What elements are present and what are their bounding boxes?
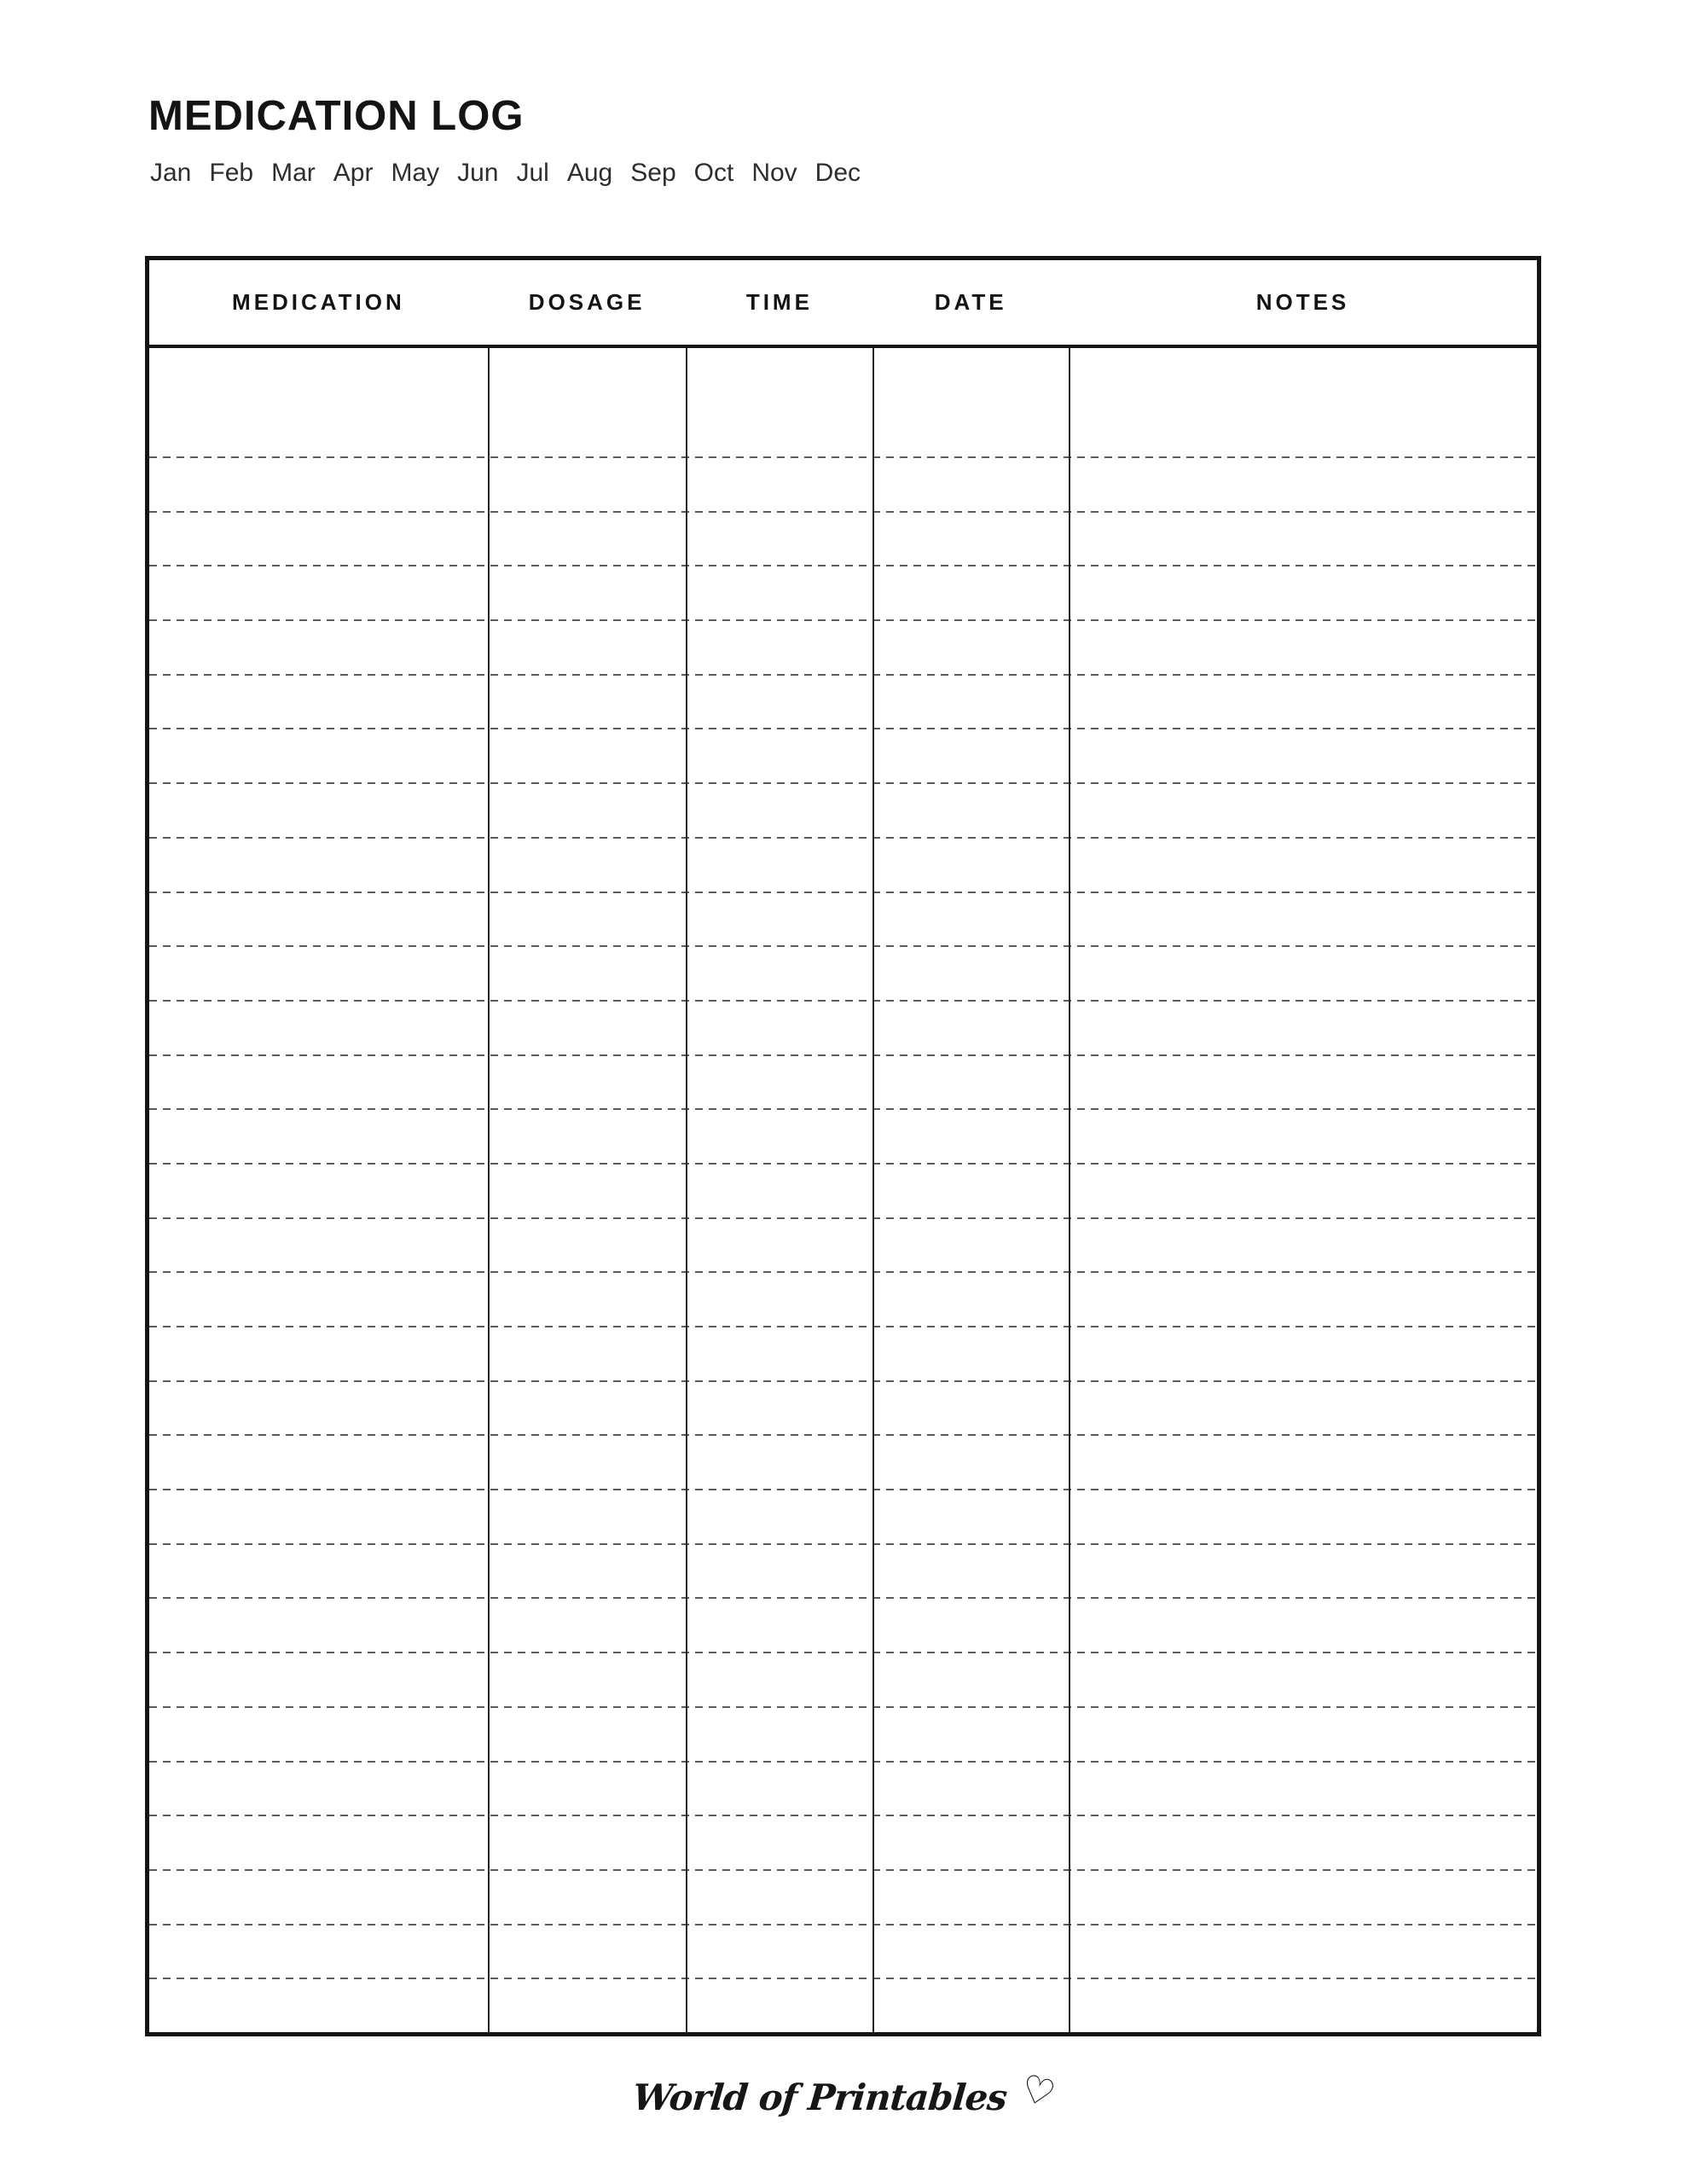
table-row xyxy=(149,1925,1537,1979)
month-label-mar: Mar xyxy=(271,159,316,187)
table-row xyxy=(149,729,1537,783)
table-row xyxy=(149,1055,1537,1110)
table-row xyxy=(149,1272,1537,1327)
table-row xyxy=(149,1218,1537,1273)
footer-logo xyxy=(0,2065,1687,2119)
month-label-dec: Dec xyxy=(815,159,861,187)
month-label-feb: Feb xyxy=(209,159,254,187)
month-label-jul: Jul xyxy=(516,159,549,187)
table-row xyxy=(149,1707,1537,1762)
table-row xyxy=(149,783,1537,838)
months-row xyxy=(150,160,861,186)
table-row xyxy=(149,512,1537,566)
month-label-sep: Sep xyxy=(630,159,676,187)
table-row xyxy=(149,348,1537,457)
table-row xyxy=(149,1109,1537,1164)
column-divider-3 xyxy=(872,348,874,2032)
header-cell-date: DATE xyxy=(934,289,1007,315)
table-body xyxy=(149,348,1537,2032)
table-row xyxy=(149,1870,1537,1925)
column-divider-2 xyxy=(686,348,687,2032)
header-cell-notes: NOTES xyxy=(1255,289,1350,315)
table-row xyxy=(149,566,1537,620)
table-row xyxy=(149,1164,1537,1218)
table-row xyxy=(149,1490,1537,1544)
table-row xyxy=(149,1544,1537,1599)
brand-text: World of Printables xyxy=(631,2077,1009,2118)
heart-icon: ♡ xyxy=(1016,2065,1061,2117)
table-row xyxy=(149,620,1537,675)
table-row xyxy=(149,1327,1537,1381)
table-row xyxy=(149,1381,1537,1436)
table-row xyxy=(149,675,1537,729)
header-cell-medication: MEDICATION xyxy=(232,289,405,315)
month-label-jun: Jun xyxy=(457,159,499,187)
table-row xyxy=(149,892,1537,947)
month-label-nov: Nov xyxy=(751,159,797,187)
table-row xyxy=(149,1653,1537,1707)
header-cell-time: TIME xyxy=(745,289,813,315)
page-title: MEDICATION LOG xyxy=(148,93,525,139)
header-cell-dosage: DOSAGE xyxy=(528,289,646,315)
table-row xyxy=(149,1435,1537,1490)
table-header-row xyxy=(149,260,1537,348)
month-label-jan: Jan xyxy=(150,159,192,187)
table-row xyxy=(149,1598,1537,1653)
month-label-apr: Apr xyxy=(333,159,374,187)
table-row xyxy=(149,457,1537,512)
medication-table xyxy=(145,256,1541,2036)
table-row xyxy=(149,1815,1537,1870)
column-divider-4 xyxy=(1069,348,1070,2032)
column-divider-1 xyxy=(488,348,490,2032)
table-row xyxy=(149,1978,1537,2032)
table-row xyxy=(149,1001,1537,1055)
table-row xyxy=(149,946,1537,1001)
month-label-oct: Oct xyxy=(693,159,734,187)
table-row xyxy=(149,838,1537,892)
month-label-may: May xyxy=(391,159,440,187)
month-label-aug: Aug xyxy=(566,159,613,187)
table-row xyxy=(149,1762,1537,1816)
